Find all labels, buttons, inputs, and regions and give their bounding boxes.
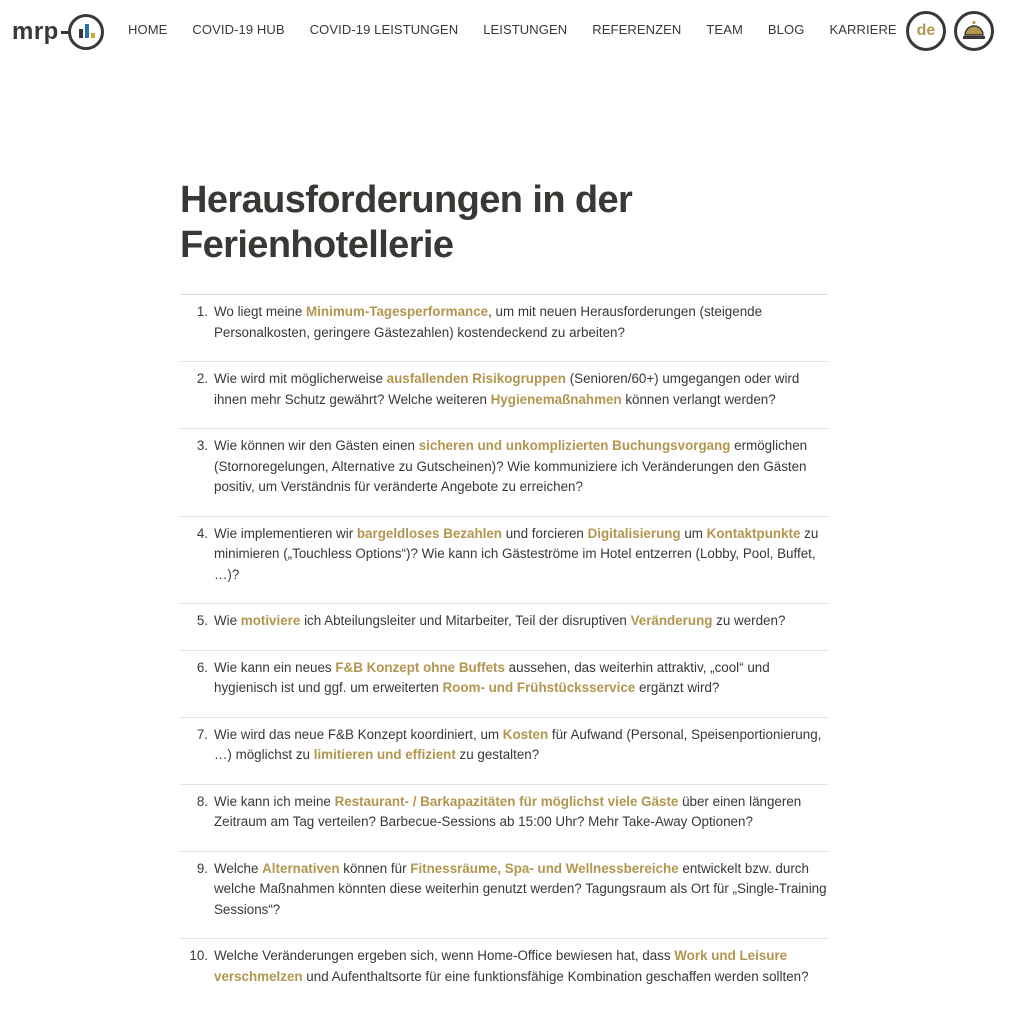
- question-item: [180, 362, 828, 429]
- question-text: und Aufenthaltsorte für eine funktionsfähige Kombination geschaffen werden sollten?: [302, 968, 809, 984]
- logo-text: mrp: [12, 18, 59, 45]
- language-switcher-button[interactable]: [906, 11, 946, 51]
- nav-team[interactable]: TEAM: [706, 22, 743, 37]
- question-item: [180, 604, 828, 651]
- question-text: können verlangt werden?: [621, 391, 776, 407]
- nav-covid-hub[interactable]: COVID-19 HUB: [192, 22, 285, 37]
- nav-home[interactable]: HOME: [128, 22, 168, 37]
- nav-covid-leistungen[interactable]: COVID-19 LEISTUNGEN: [309, 22, 459, 37]
- highlighted-keyword: Restaurant- / Barkapazitäten für möglichst viele Gäste: [334, 793, 679, 809]
- main-nav: [128, 22, 922, 37]
- question-text: Wie implementieren wir: [214, 525, 357, 541]
- question-text: Wie: [214, 613, 241, 628]
- question-text: ermöglichen (Stornoregelungen, Alternative zu Gutscheinen)? Wie kommuniziere ich Veränderungen den Gästen positiv, um Verständnis für veränderte Angebote zu erreichen?: [214, 438, 808, 494]
- nav-referenzen[interactable]: REFERENZEN: [592, 22, 682, 37]
- question-number: 1.: [196, 304, 208, 319]
- question-item: [180, 785, 828, 852]
- question-number: 3.: [196, 438, 208, 453]
- question-number: 10.: [189, 948, 208, 963]
- question-list: [180, 295, 828, 1005]
- question-item: [180, 939, 828, 1005]
- highlighted-keyword: motiviere: [240, 613, 301, 628]
- highlighted-keyword: sicheren und unkomplizierten Buchungsvorgang: [418, 438, 731, 453]
- highlighted-keyword: Kosten: [502, 726, 549, 742]
- question-text: für Aufwand (Personal, Speisenportionierung, …) möglichst zu: [214, 726, 822, 762]
- question-item: [180, 651, 828, 718]
- service-bell-button[interactable]: [954, 11, 994, 51]
- question-number: 6.: [196, 659, 208, 675]
- nav-blog[interactable]: BLOG: [767, 22, 805, 37]
- page-title: Herausforderungen in der Ferienhotellerie: [180, 179, 633, 266]
- nav-karriere[interactable]: KARRIERE: [829, 22, 897, 37]
- question-number: 2.: [196, 371, 208, 386]
- question-text: ich Abteilungsleiter und Mitarbeiter, Teil der disruptiven: [300, 613, 631, 628]
- question-text: , um mit neuen Herausforderungen (steigende Personalkosten, geringere Gästezahlen) kostendeckend zu arbeiten?: [214, 304, 763, 340]
- highlighted-keyword: Fitnessräume, Spa- und Wellnessbereiche: [410, 860, 679, 876]
- highlighted-keyword: Alternativen: [262, 860, 340, 876]
- question-item: [180, 852, 828, 940]
- highlighted-keyword: Work und Leisure verschmelzen: [214, 948, 788, 984]
- question-text: Wie können wir den Gästen einen: [214, 438, 419, 453]
- highlighted-keyword: limitieren und effizient: [313, 747, 456, 762]
- question-text: entwickelt bzw. durch welche Maßnahmen könnten diese weiterhin genutzt werden? Tagungsraum als Ort für „Single-Training Sessions“?: [214, 860, 827, 917]
- question-number: 4.: [196, 525, 208, 541]
- article-content: [180, 178, 828, 1005]
- question-text: um: [680, 525, 707, 541]
- highlighted-keyword: Digitalisierung: [587, 525, 681, 541]
- question-text: (Senioren/60+) umgegangen oder wird ihnen mehr Schutz gewährt? Welche weiteren: [214, 371, 800, 407]
- question-number: 8.: [196, 793, 208, 809]
- highlighted-keyword: Minimum-Tagesperformance: [306, 304, 489, 319]
- question-text: ergänzt wird?: [635, 680, 720, 695]
- highlighted-keyword: Kontaktpunkte: [706, 525, 801, 541]
- highlighted-keyword: ausfallenden Risikogruppen: [386, 371, 566, 386]
- question-text: Wie kann ich meine: [214, 793, 335, 809]
- question-item: [180, 718, 828, 785]
- nav-leistungen[interactable]: LEISTUNGEN: [483, 22, 568, 37]
- highlighted-keyword: F&B Konzept ohne Buffets: [335, 659, 505, 675]
- question-text: können für: [339, 860, 411, 876]
- service-bell-icon: [962, 20, 986, 42]
- question-text: zu gestalten?: [455, 747, 540, 762]
- question-text: Welche: [214, 860, 263, 876]
- question-text: Wie kann ein neues: [214, 659, 336, 675]
- question-text: und forcieren: [502, 525, 588, 541]
- question-text: über einen längeren Zeitraum am Tag verteilen? Barbecue-Sessions ab 15:00 Uhr? Mehr Take-Away Optionen?: [214, 793, 802, 829]
- highlighted-keyword: Hygienemaßnahmen: [490, 391, 622, 407]
- question-text: zu minimieren („Touchless Options“)? Wie kann ich Gästeströme im Hotel entzerren (Lobby, Pool, Buffet, …)?: [214, 525, 819, 582]
- top-navigation-bar: [0, 0, 1018, 64]
- question-number: 5.: [196, 613, 208, 628]
- highlighted-keyword: Veränderung: [630, 613, 713, 628]
- question-number: 7.: [196, 726, 208, 742]
- question-text: aussehen, das weiterhin attraktiv, „cool“ und hygienisch ist und ggf. um erweiterten: [214, 659, 770, 695]
- question-text: Wie wird das neue F&B Konzept koordiniert, um: [214, 726, 503, 742]
- question-item: [180, 295, 828, 362]
- logo-chart-icon: [68, 14, 104, 50]
- question-text: Wo liegt meine: [214, 304, 307, 319]
- question-number: 9.: [196, 860, 208, 876]
- question-item: [180, 517, 828, 605]
- question-text: Wie wird mit möglicherweise: [214, 371, 387, 386]
- question-text: Welche Veränderungen ergeben sich, wenn Home-Office bewiesen hat, dass: [214, 948, 675, 963]
- question-item: [180, 429, 828, 517]
- logo[interactable]: [12, 11, 104, 53]
- highlighted-keyword: bargeldloses Bezahlen: [356, 525, 502, 541]
- highlighted-keyword: Room- und Frühstücksservice: [442, 680, 636, 695]
- language-label: de: [916, 22, 936, 39]
- question-text: zu werden?: [712, 613, 786, 628]
